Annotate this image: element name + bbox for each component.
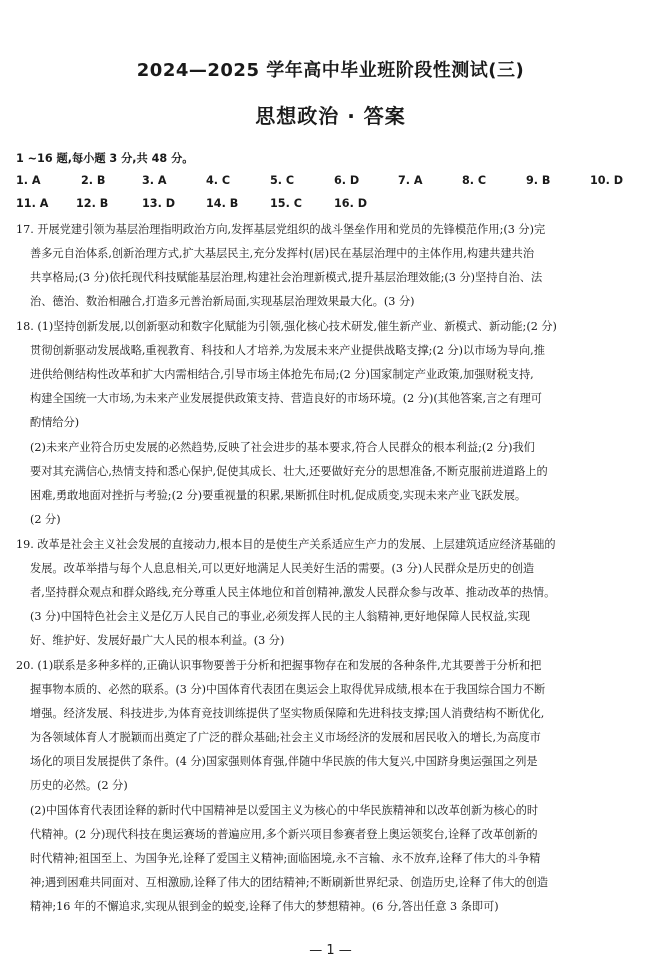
answer-item: 11. A (16, 197, 49, 210)
answer-item: 15. C (270, 197, 302, 210)
q17-line: 17. 开展党建引领为基层治理指明政治方向,发挥基层党组织的战斗堡垒作用和党员的先锋模范作用;(3 分)完 (16, 223, 546, 236)
exam-title: 2024—2025 学年高中毕业班阶段性测试(三) (136, 60, 525, 81)
q17-line: 善多元自治体系,创新治理方式,扩大基层民主,充分发挥村(居)民在基层治理中的主体作用,构建共建共治 (30, 247, 535, 260)
q20-line: 精神;16 年的不懈追求,实现从银到金的蜕变,诠释了伟大的梦想精神。(6 分,答出任意 3 条即可) (30, 900, 499, 913)
answer-item: 10. D (590, 174, 623, 187)
q20-line: 历史的必然。(2 分) (30, 779, 128, 792)
q19-line: 19. 改革是社会主义社会发展的直接动力,根本目的是使生产关系适应生产力的发展、上层建筑适应经济基础的 (16, 538, 556, 551)
q20-line: 时代精神;祖国至上、为国争光,诠释了爱国主义精神;面临困境,永不言输、永不放弃,诠释了伟大的斗争精 (30, 852, 541, 865)
q19-line: (3 分)中国特色社会主义是亿万人民自己的事业,必须发挥人民的主人翁精神,更好地保障人民权益,实现 (30, 610, 530, 623)
q17-line: 治、德治、数治相融合,打造多元善治新局面,实现基层治理效果最大化。(3 分) (30, 295, 415, 308)
q18-line: 困难,勇敢地面对挫折与考验;(2 分)要重视量的积累,果断抓住时机,促成质变,实现未来产业飞跃发展。 (30, 489, 527, 502)
q19-line: 好、维护好、发展好最广大人民的根本利益。(3 分) (30, 634, 285, 647)
q18-line: 18. (1)坚持创新发展,以创新驱动和数字化赋能为引领,强化核心技术研发,催生新产业、新模式、新动能;(2 分) (16, 320, 557, 333)
q20-line: 神;遇到困难共同面对、互相激励,诠释了伟大的团结精神;不断刷新世界纪录、创造历史,诠释了伟大的创造 (30, 876, 549, 889)
answer-item: 5. C (270, 174, 295, 187)
q18-line: (2)未来产业符合历史发展的必然趋势,反映了社会进步的基本要求,符合人民群众的根本利益;(2 分)我们 (30, 441, 535, 454)
answer-item: 14. B (206, 197, 239, 210)
answer-item: 3. A (142, 174, 167, 187)
q18-line: (2 分) (30, 513, 61, 526)
answer-item: 4. C (206, 174, 231, 187)
q18-line: 酌情给分) (30, 416, 80, 429)
q20-line: 握事物本质的、必然的联系。(3 分)中国体育代表团在奥运会上取得优异成绩,根本在于我国综合国力不断 (30, 683, 546, 696)
q18-line: 进供给侧结构性改革和扩大内需相结合,引导市场主体抢先布局;(2 分)国家制定产业政策,加强财税支持, (30, 368, 534, 381)
q17-line: 共享格局;(3 分)依托现代科技赋能基层治理,构建社会治理新模式,提升基层治理效能;(3 分)坚持自治、法 (30, 271, 543, 284)
q20-line: 代精神。(2 分)现代科技在奥运赛场的普遍应用,多个新兴项目参赛者登上奥运领奖台,诠释了改革创新的 (30, 828, 538, 841)
q20-line: 为各领域体育人才脱颖而出奠定了广泛的群众基础;社会主义市场经济的发展和居民收入的增长,为高度市 (30, 731, 541, 744)
answer-item: 13. D (142, 197, 175, 210)
q18-line: 贯彻创新驱动发展战略,重视教育、科技和人才培养,为发展未来产业提供战略支撑;(2 分)以市场为导向,推 (30, 344, 545, 357)
answer-subtitle: 思想政治 · 答案 (255, 104, 406, 128)
answer-item: 9. B (526, 174, 551, 187)
q20-line: 场化的项目发展提供了条件。(4 分)国家强则体育强,伴随中华民族的伟大复兴,中国跻身奥运强国之列是 (30, 755, 538, 768)
q20-line: (2)中国体育代表团诠释的新时代中国精神是以爱国主义为核心的中华民族精神和以改革创新为核心的时 (30, 804, 539, 817)
q20-line: 增强。经济发展、科技进步,为体育竞技训练提供了坚实物质保障和先进科技支撑;国人消费结构不断优化, (30, 707, 545, 720)
q19-line: 发展。改革举措与每个人息息相关,可以更好地满足人民美好生活的需要。(3 分)人民群众是历史的创造 (30, 562, 535, 575)
answer-item: 16. D (334, 197, 367, 210)
answers-row-2 (16, 197, 656, 214)
q20-line: 20. (1)联系是多种多样的,正确认识事物要善于分析和把握事物存在和发展的各种条件,尤其要善于分析和把 (16, 659, 542, 672)
q18-line: 构建全国统一大市场,为未来产业发展提供政策支持、营造良好的市场环境。(2 分)(其他答案,言之有理可 (30, 392, 542, 405)
answer-item: 1. A (16, 174, 41, 187)
q19-line: 者,坚持群众观点和群众路线,充分尊重人民主体地位和首创精神,激发人民群众参与改革、推动改革的热情。 (30, 586, 556, 599)
page-number: — 1 — (309, 943, 352, 958)
answer-item: 8. C (462, 174, 487, 187)
choice-intro: 1 ~16 题,每小题 3 分,共 48 分。 (16, 152, 194, 165)
q18-line: 要对其充满信心,热情支持和悉心保护,促使其成长、壮大,还要做好充分的思想准备,不断克服前进道路上的 (30, 465, 548, 478)
answer-item: 2. B (81, 174, 106, 187)
answer-item: 6. D (334, 174, 360, 187)
answers-row-1 (16, 174, 656, 191)
answer-item: 7. A (398, 174, 423, 187)
answer-item: 12. B (76, 197, 109, 210)
